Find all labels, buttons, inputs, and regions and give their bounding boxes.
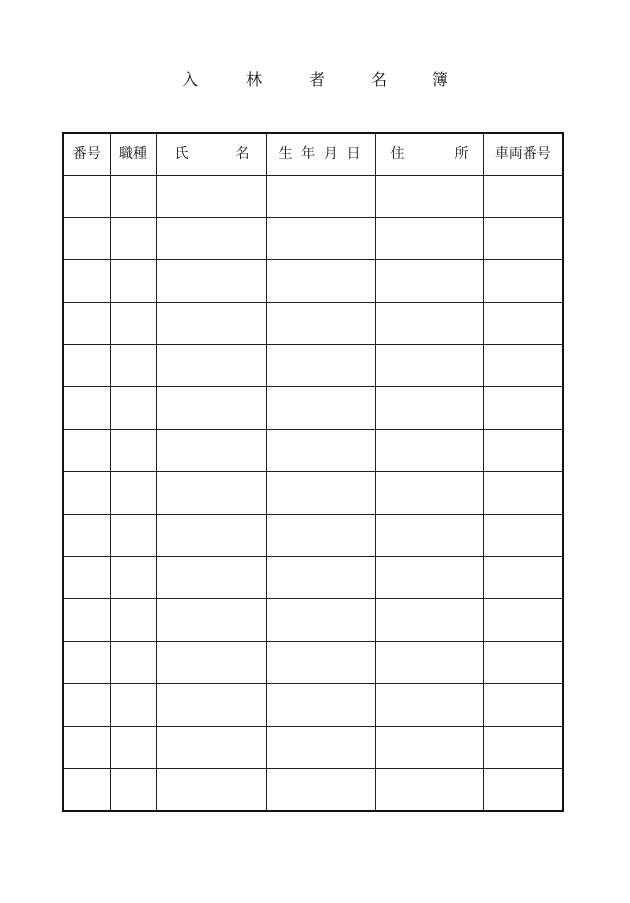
name-cell [156, 302, 266, 344]
name-cell [156, 260, 266, 302]
table-row [63, 302, 563, 344]
address-cell [375, 726, 483, 768]
table-row [63, 768, 563, 810]
number-cell [63, 599, 110, 641]
name-cell [156, 217, 266, 259]
number-cell [63, 387, 110, 429]
birth-date-cell [266, 175, 375, 217]
job-type-cell [110, 768, 156, 810]
header-name [156, 133, 266, 175]
number-cell [63, 641, 110, 683]
header-row [63, 133, 563, 175]
birth-date-cell [266, 429, 375, 471]
table-row [63, 175, 563, 217]
name-cell [156, 429, 266, 471]
name-cell [156, 387, 266, 429]
document-title [0, 68, 630, 92]
name-cell [156, 599, 266, 641]
table-row [63, 217, 563, 259]
table-row [63, 641, 563, 683]
job-type-cell [110, 472, 156, 514]
address-cell [375, 302, 483, 344]
job-type-cell [110, 429, 156, 471]
header-birth-date [266, 133, 375, 175]
job-type-cell [110, 387, 156, 429]
header-birth-part: 生 [278, 146, 293, 163]
name-cell [156, 726, 266, 768]
title-char: 者 [308, 70, 325, 89]
address-cell [375, 345, 483, 387]
header-job-type: 職種 [110, 133, 156, 175]
vehicle-number-cell [483, 387, 563, 429]
birth-date-cell [266, 217, 375, 259]
header-address-part: 住 [390, 146, 405, 163]
vehicle-number-cell [483, 599, 563, 641]
vehicle-number-cell [483, 260, 563, 302]
number-cell [63, 217, 110, 259]
header-birth-part: 日 [346, 146, 361, 163]
table-row [63, 472, 563, 514]
address-cell [375, 387, 483, 429]
title-char: 入 [181, 70, 198, 89]
address-cell [375, 514, 483, 556]
header-birth-part: 年 [301, 146, 316, 163]
vehicle-number-cell [483, 175, 563, 217]
register-table [62, 132, 564, 812]
job-type-cell [110, 684, 156, 726]
number-cell [63, 684, 110, 726]
birth-date-cell [266, 514, 375, 556]
birth-date-cell [266, 684, 375, 726]
number-cell [63, 175, 110, 217]
job-type-cell [110, 260, 156, 302]
birth-date-cell [266, 641, 375, 683]
address-cell [375, 429, 483, 471]
name-cell [156, 345, 266, 387]
job-type-cell [110, 175, 156, 217]
address-cell [375, 599, 483, 641]
birth-date-cell [266, 387, 375, 429]
table-row [63, 726, 563, 768]
number-cell [63, 260, 110, 302]
name-cell [156, 472, 266, 514]
header-vehicle-number: 車両番号 [483, 133, 563, 175]
header-number: 番号 [63, 133, 110, 175]
table-row [63, 429, 563, 471]
table-row [63, 684, 563, 726]
vehicle-number-cell [483, 641, 563, 683]
number-cell [63, 302, 110, 344]
vehicle-number-cell [483, 345, 563, 387]
vehicle-number-cell [483, 557, 563, 599]
number-cell [63, 768, 110, 810]
address-cell [375, 768, 483, 810]
address-cell [375, 217, 483, 259]
table-row [63, 387, 563, 429]
header-name-part: 名 [235, 146, 250, 163]
number-cell [63, 429, 110, 471]
vehicle-number-cell [483, 429, 563, 471]
address-cell [375, 684, 483, 726]
birth-date-cell [266, 472, 375, 514]
name-cell [156, 557, 266, 599]
header-birth-part: 月 [323, 146, 338, 163]
birth-date-cell [266, 726, 375, 768]
header-name-part: 氏 [174, 146, 189, 163]
title-char: 林 [245, 70, 262, 89]
birth-date-cell [266, 302, 375, 344]
vehicle-number-cell [483, 302, 563, 344]
address-cell [375, 260, 483, 302]
birth-date-cell [266, 557, 375, 599]
job-type-cell [110, 557, 156, 599]
number-cell [63, 472, 110, 514]
table-row [63, 345, 563, 387]
header-address [375, 133, 483, 175]
vehicle-number-cell [483, 726, 563, 768]
birth-date-cell [266, 345, 375, 387]
job-type-cell [110, 514, 156, 556]
job-type-cell [110, 302, 156, 344]
vehicle-number-cell [483, 684, 563, 726]
number-cell [63, 726, 110, 768]
table-row [63, 557, 563, 599]
job-type-cell [110, 641, 156, 683]
birth-date-cell [266, 768, 375, 810]
name-cell [156, 514, 266, 556]
name-cell [156, 684, 266, 726]
table-row [63, 514, 563, 556]
address-cell [375, 557, 483, 599]
title-char: 名 [370, 70, 387, 89]
job-type-cell [110, 217, 156, 259]
table-row [63, 260, 563, 302]
header-address-part: 所 [454, 146, 469, 163]
birth-date-cell [266, 260, 375, 302]
job-type-cell [110, 345, 156, 387]
job-type-cell [110, 726, 156, 768]
table-body [63, 175, 563, 811]
number-cell [63, 557, 110, 599]
vehicle-number-cell [483, 472, 563, 514]
name-cell [156, 768, 266, 810]
job-type-cell [110, 599, 156, 641]
number-cell [63, 514, 110, 556]
vehicle-number-cell [483, 514, 563, 556]
vehicle-number-cell [483, 217, 563, 259]
address-cell [375, 175, 483, 217]
name-cell [156, 175, 266, 217]
address-cell [375, 472, 483, 514]
number-cell [63, 345, 110, 387]
address-cell [375, 641, 483, 683]
birth-date-cell [266, 599, 375, 641]
title-char: 簿 [431, 70, 448, 89]
name-cell [156, 641, 266, 683]
table-row [63, 599, 563, 641]
vehicle-number-cell [483, 768, 563, 810]
